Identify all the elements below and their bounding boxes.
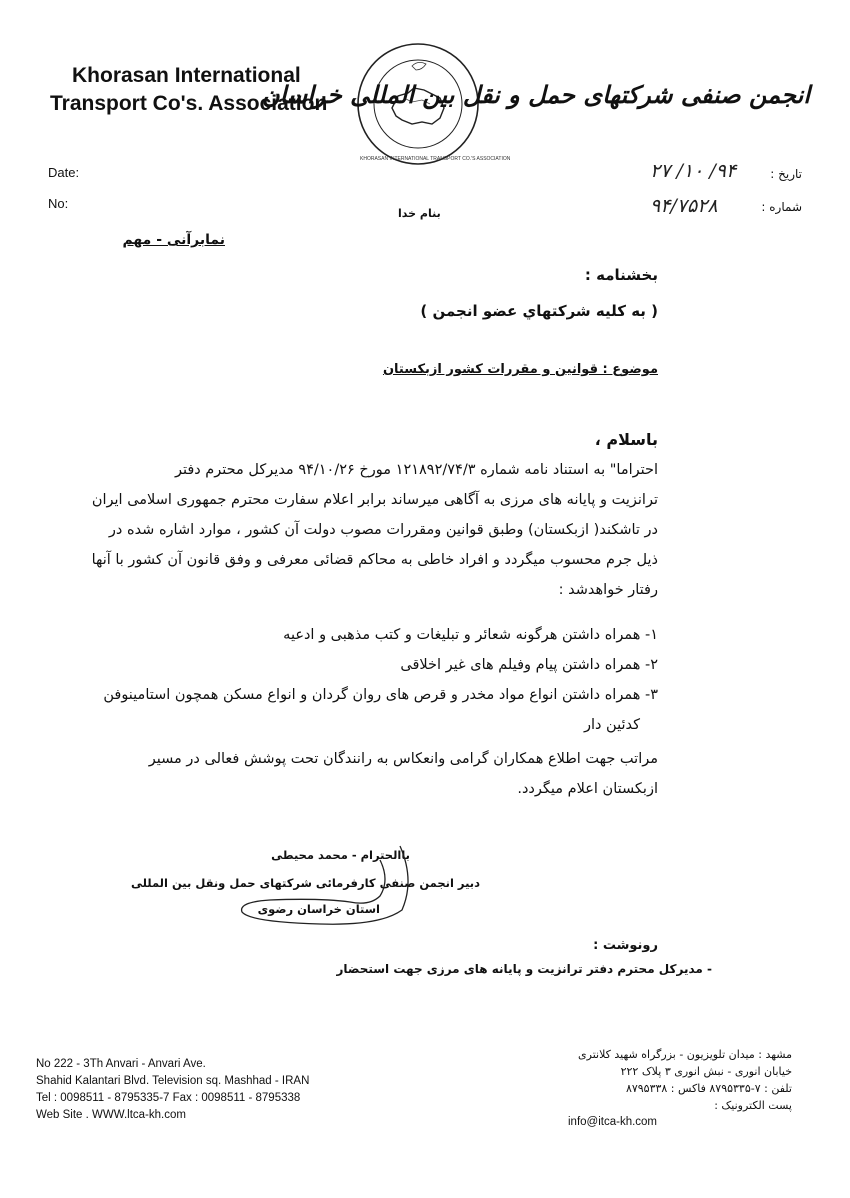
recipients: ( به کلیه شرکتهاي عضو انجمن ) [420,302,658,320]
body-paragraph [48,455,658,605]
date-label-fa: تاریخ : [770,167,802,181]
bismillah: بنام خدا [398,207,441,220]
footer-line: Tel : 0098511 - 8795335-7 Fax : 0098511 - 8795338 [36,1092,301,1104]
date-label-en: Date: [48,165,80,180]
body-line: ذیل جرم محسوب میگردد و افراد خاطی به محاکم قضائی معرفی و وفق قانون آن کشور با آنها [91,552,658,568]
org-name-fa: انجمن صنفی شرکتهای حمل و نقل بین المللی خراسان [262,80,810,109]
no-label-fa: شماره : [761,200,802,214]
salutation: باسلام ، [594,430,658,449]
list-item: ۱- همراه داشتن هرگونه شعائر و تبلیغات و کتب مذهبی و ادعیه [283,627,658,643]
circular-label: بخشنامه : [584,266,658,284]
closing-line: ازبکستان اعلام میگردد. [517,781,658,797]
footer-line: Web Site . WWW.ltca-kh.com [36,1109,186,1121]
footer-line: خیابان انوری - نبش انوری ۳ پلاک ۲۲۲ [620,1065,792,1078]
body-line: ترانزیت و پایانه های مرزی به آگاهی میرساند برابر اعلام سفارت محترم جمهوری اسلامی ایران [91,492,658,508]
footer-line: تلفن : ۷-۸۷۹۵۳۳۵ فاکس : ۸۷۹۵۳۳۸ [625,1082,792,1095]
cc-item: - مدیرکل محترم دفتر ترانزیت و پایانه های مرزی جهت استحضار [336,962,712,976]
org-name-en-line2: Transport Co's. Association [50,92,328,115]
item-list [48,620,658,740]
signature-title: دبیر انجمن صنفی کارفرمائی شرکتهای حمل ونقل بین المللی [130,876,480,890]
body-line: رفتار خواهدشد : [558,582,658,598]
list-item: کدئین دار [583,717,640,733]
no-value: ۹۴/۷۵۲۸ [650,195,718,217]
footer-line: مشهد : میدان تلویزیون - بزرگراه شهید کلانتری [578,1048,792,1061]
body-line: احتراما" به استناد نامه شماره ۱۲۱۸۹۲/۷۴/۳ مورخ ۹۴/۱۰/۲۶ مدیرکل محترم دفتر [174,462,658,478]
footer-address-fa [502,1046,792,1114]
cc-label: رونوشت : [593,938,658,953]
date-value: ۹۴/ ۱۰/ ۲۷ [650,160,737,182]
footer-line: Shahid Kalantari Blvd. Television sq. Mashhad - IRAN [36,1075,310,1087]
no-label-en: No: [48,196,69,211]
body-line: در تاشکند( ازبکستان) وطبق قوانین ومقررات مصوب دولت آن کشور ، موارد اشاره شده در [108,522,658,538]
signature-province: استان خراسان رضوی [257,902,380,916]
org-name-en-line1: Khorasan International [72,64,301,87]
urgency-note: نمابرآنی - مهم [122,232,225,248]
list-item: ۳- همراه داشتن انواع مواد مخدر و قرص های روان گردان و انواع مسکن همچون استامینوفن [103,687,658,703]
logo-ring-text: KHORASAN INTERNATIONAL TRANSPORT CO.'S ASSOCIATION [360,156,511,162]
footer-line: No 222 - 3Th Anvari - Anvari Ave. [36,1058,206,1070]
subject: موضوع : قوانین و مقررات کشور ازبکستان [382,362,658,377]
closing-line: مراتب جهت اطلاع همکاران گرامی وانعکاس به رانندگان تحت پوشش فعالی در مسیر [148,751,658,767]
footer-line: پست الکترونیک : [714,1099,792,1112]
list-item: ۲- همراه داشتن پیام وفیلم های غیر اخلاقی [400,657,658,673]
closing-paragraph [48,744,658,804]
footer-address-en [36,1056,376,1124]
signature-regards: باالحترام - محمد محیطی [271,848,410,862]
handwritten-signature [230,840,430,930]
footer-email: info@itca-kh.com [568,1116,658,1128]
